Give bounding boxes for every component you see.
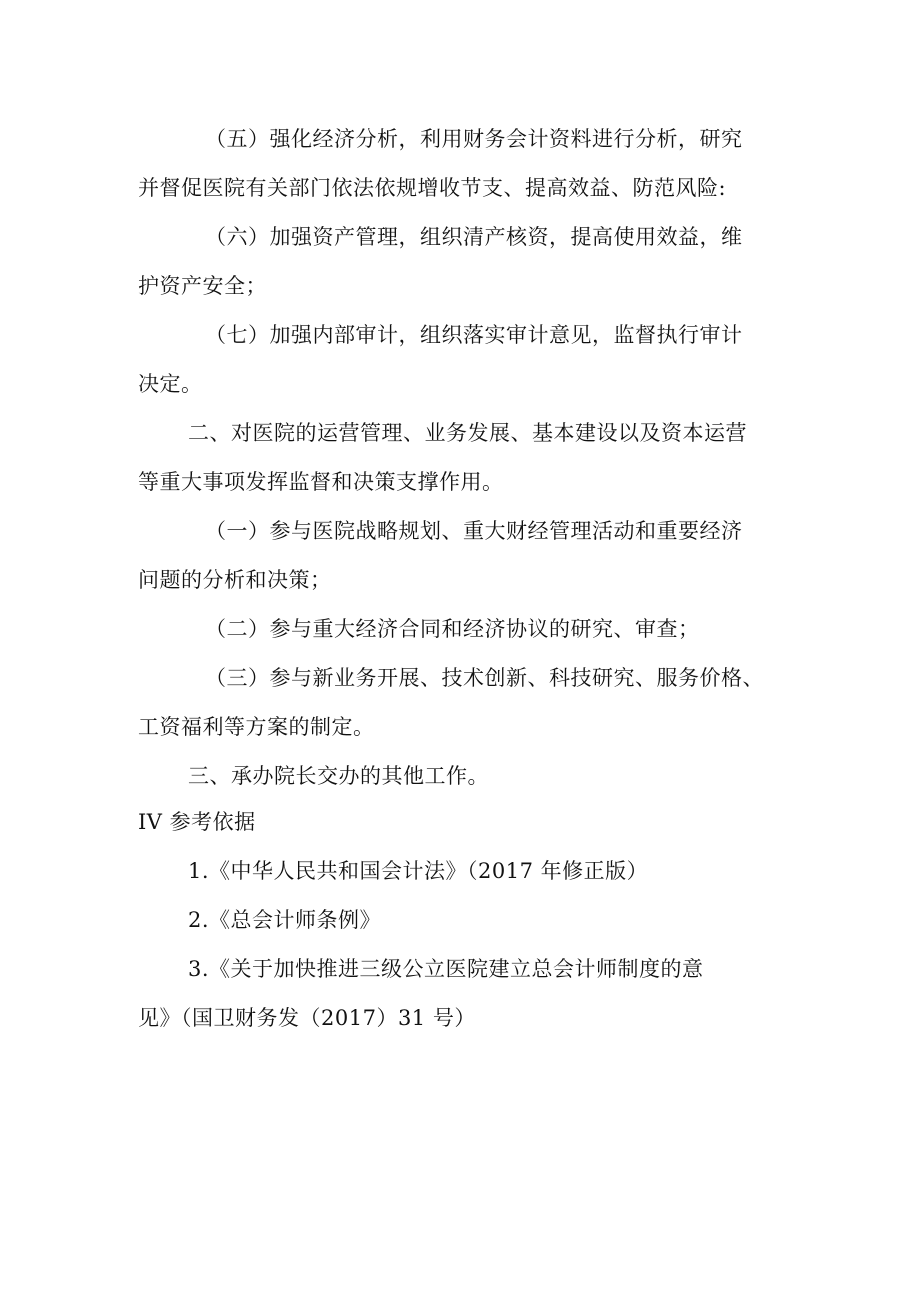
paragraph-line-1: （五）强化经济分析，利用财务会计资料进行分析，研究 <box>205 127 743 151</box>
paragraph-line-11: （二）参与重大经济合同和经济协议的研究、审查； <box>205 617 700 641</box>
paragraph-line-12: （三）参与新业务开展、技术创新、科技研究、服务价格、 <box>205 666 764 690</box>
reference-item-1: 1.《中华人民共和国会计法》（2017 年修正版） <box>188 859 649 883</box>
paragraph-line-14: 三、承办院长交办的其他工作。 <box>188 764 489 788</box>
paragraph-line-2: 并督促医院有关部门依法依规增收节支、提高效益、防范风险: <box>138 176 727 200</box>
paragraph-line-8: 等重大事项发挥监督和决策支撑作用。 <box>138 470 504 494</box>
paragraph-line-7: 二、对医院的运营管理、业务发展、基本建设以及资本运营 <box>188 421 747 445</box>
paragraph-line-6: 决定。 <box>138 372 203 396</box>
paragraph-line-3: （六）加强资产管理，组织清产核资，提高使用效益，维 <box>205 225 743 249</box>
reference-item-3: 3.《关于加快推进三级公立医院建立总会计师制度的意 <box>188 957 704 981</box>
paragraph-line-10: 问题的分析和决策； <box>138 568 332 592</box>
paragraph-line-9: （一）参与医院战略规划、重大财经管理活动和重要经济 <box>205 519 743 543</box>
paragraph-line-4: 护资产安全； <box>138 274 267 298</box>
paragraph-line-5: （七）加强内部审计，组织落实审计意见，监督执行审计 <box>205 323 743 347</box>
reference-item-2: 2.《总会计师条例》 <box>188 908 382 932</box>
reference-item-3-continued: 见》（国卫财务发（2017）31 号） <box>138 1006 476 1030</box>
paragraph-line-13: 工资福利等方案的制定。 <box>138 715 375 739</box>
section-heading: IV 参考依据 <box>138 810 256 834</box>
